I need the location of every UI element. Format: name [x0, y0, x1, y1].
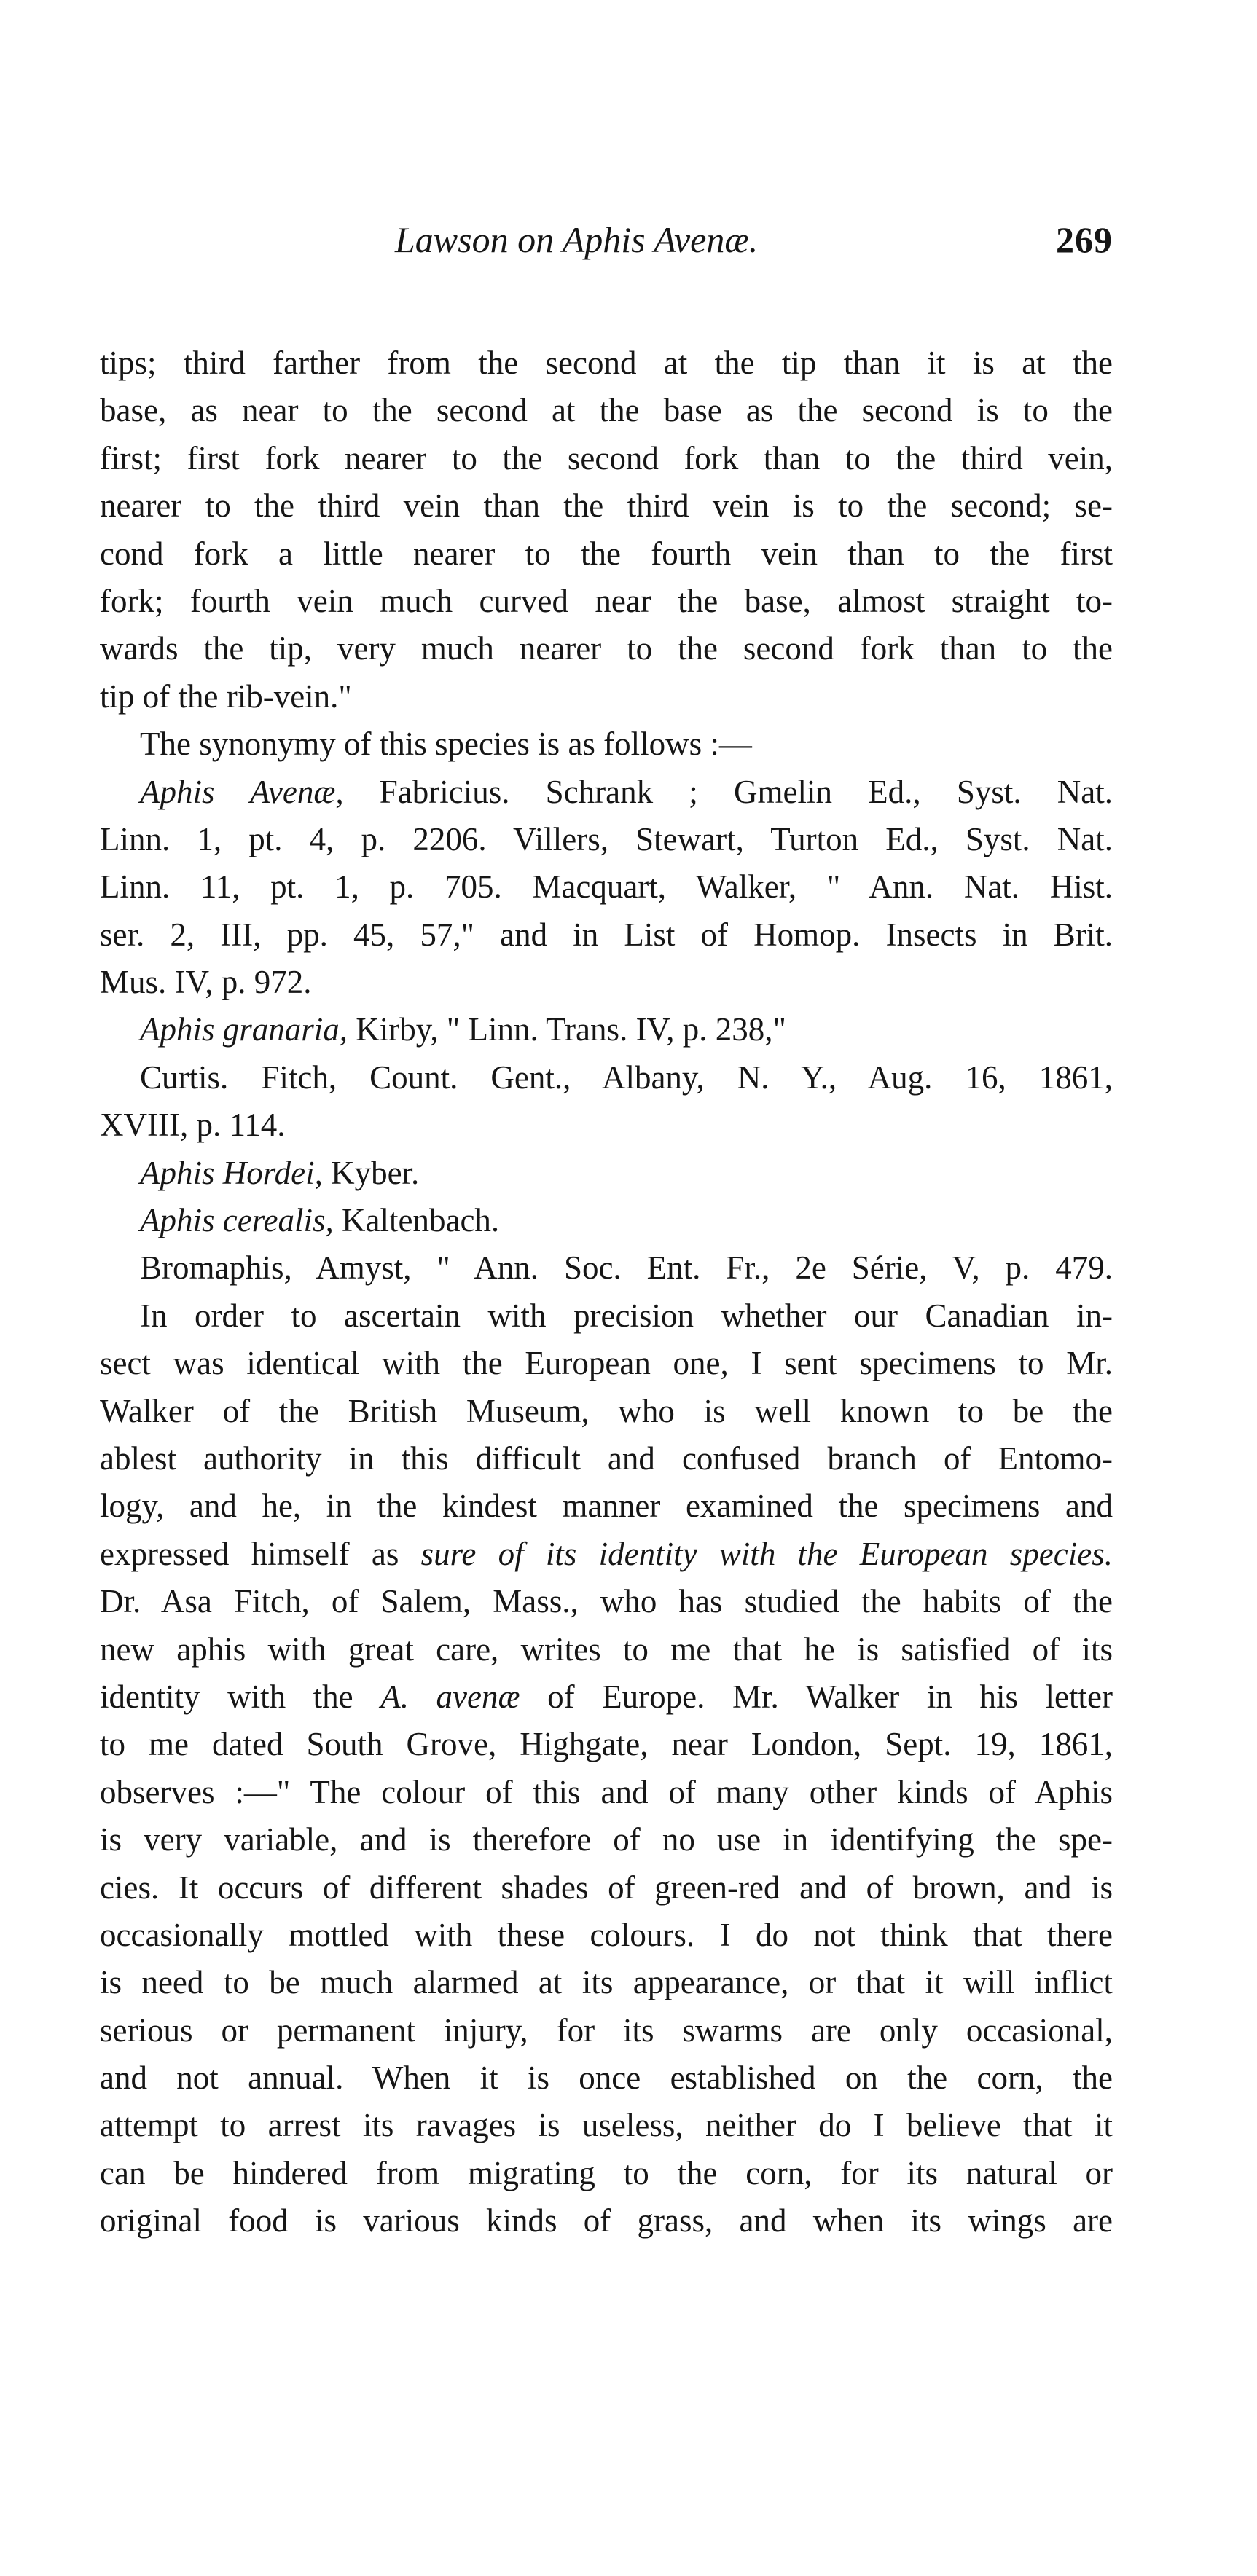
italic-text: Aphis Avenæ, [140, 773, 344, 810]
text-line [100, 1054, 1113, 1102]
book-page [100, 219, 1113, 2245]
text-line [100, 1578, 1113, 1625]
line-text: Linn. 1, pt. 4, p. 2206. Villers, Stewart, Turton Ed., Syst. Nat. [100, 820, 1113, 857]
line-text: ablest authority in this difficult and confused branch of Entomo- [100, 1440, 1113, 1477]
line-text: fork; fourth vein much curved near the base, almost straight to- [100, 582, 1113, 619]
text-line [100, 2102, 1113, 2149]
line-text: Kaltenbach. [333, 1202, 500, 1239]
text-line [100, 2007, 1113, 2054]
line-text: is very variable, and is therefore of no use in identifying the spe- [100, 1821, 1113, 1858]
line-text: wards the tip, very much nearer to the second fork than to the [100, 630, 1113, 667]
line-text: of Europe. Mr. Walker in his letter [520, 1678, 1113, 1715]
text-line [100, 769, 1113, 816]
text-line [100, 1769, 1113, 1816]
text-line [100, 1959, 1113, 2006]
text-line [100, 1531, 1113, 1578]
line-text: Mus. IV, p. 972. [100, 964, 312, 1001]
text-line [100, 2054, 1113, 2102]
line-text: base, as near to the second at the base as the second is to the [100, 392, 1113, 429]
text-line [100, 2150, 1113, 2197]
line-text: sect was identical with the European one, I sent specimens to Mr. [100, 1345, 1113, 1382]
text-line [100, 625, 1113, 672]
running-title: Lawson on Aphis Avenæ. [395, 219, 759, 260]
text-line [100, 1816, 1113, 1864]
italic-text: Aphis cerealis, [140, 1202, 334, 1239]
text-line [100, 1102, 1113, 1149]
line-text: XVIII, p. 114. [100, 1107, 286, 1144]
running-head [100, 219, 1113, 277]
text-line [100, 2197, 1113, 2245]
line-text: cies. It occurs of different shades of green-red and of brown, and is [100, 1869, 1113, 1906]
italic-text: Aphis Hordei, [140, 1154, 323, 1191]
text-line [100, 720, 1113, 768]
text-line [100, 1483, 1113, 1530]
text-line [100, 530, 1113, 578]
line-text: new aphis with great care, writes to me that he is satisfied of its [100, 1630, 1113, 1668]
line-text: is need to be much alarmed at its appearance, or that it will inflict [100, 1964, 1113, 2001]
text-line [100, 435, 1113, 482]
line-text: ser. 2, III, pp. 45, 57," and in List of Homop. Insects in Brit. [100, 916, 1113, 953]
line-text: nearer to the third vein than the third vein is to the second; se- [100, 487, 1113, 525]
line-text: tips; third farther from the second at the tip than it is at the [100, 345, 1113, 381]
line-text: attempt to arrest its ravages is useless, neither do I believe that it [100, 2107, 1113, 2144]
text-line [100, 1292, 1113, 1340]
line-text: Curtis. Fitch, Count. Gent., Albany, N. Y., Aug. 16, 1861, [140, 1059, 1113, 1096]
text-line [100, 959, 1113, 1006]
line-text: The synonymy of this species is as follows :— [140, 726, 752, 763]
line-text: Bromaphis, Amyst, " Ann. Soc. Ent. Fr., 2e Série, V, p. 479. [140, 1249, 1113, 1287]
text-line [100, 1340, 1113, 1387]
text-line [100, 1244, 1113, 1292]
text-line [100, 1912, 1113, 1959]
line-text: and not annual. When it is once established on the corn, the [100, 2059, 1113, 2097]
text-line [100, 863, 1113, 911]
line-text: observes :—" The colour of this and of many other kinds of Aphis [100, 1773, 1113, 1810]
text-line [100, 339, 1113, 387]
line-text: serious or permanent injury, for its swarms are only occasional, [100, 2011, 1113, 2049]
line-text: original food is various kinds of grass, and when its wings are [100, 2202, 1113, 2239]
italic-text: sure of its identity with the European species. [420, 1535, 1113, 1572]
text-line [100, 1197, 1113, 1244]
text-line [100, 1721, 1113, 1768]
line-text: can be hindered from migrating to the corn, for its natural or [100, 2154, 1113, 2191]
line-text: cond fork a little nearer to the fourth vein than to the first [100, 535, 1113, 572]
text-line [100, 1150, 1113, 1197]
body-text [100, 339, 1113, 2245]
text-line [100, 911, 1113, 959]
line-text: Kirby, " Linn. Trans. IV, p. 238," [348, 1011, 786, 1048]
line-text: logy, and he, in the kindest manner examined the specimens and [100, 1488, 1113, 1525]
line-text: tip of the rib-vein." [100, 678, 352, 715]
text-line [100, 816, 1113, 863]
line-text: Dr. Asa Fitch, of Salem, Mass., who has studied the habits of the [100, 1583, 1113, 1620]
line-text: Fabricius. Schrank ; Gmelin Ed., Syst. Nat. [343, 773, 1113, 810]
line-text: occasionally mottled with these colours. I do not think that there [100, 1916, 1113, 1953]
line-text: Linn. 11, pt. 1, p. 705. Macquart, Walker, " Ann. Nat. Hist. [100, 868, 1113, 906]
text-line [100, 1388, 1113, 1435]
line-text: expressed himself as [100, 1535, 421, 1572]
text-line [100, 387, 1113, 434]
text-line [100, 1864, 1113, 1912]
text-line [100, 1626, 1113, 1673]
text-line [100, 673, 1113, 720]
text-line [100, 1435, 1113, 1483]
text-line [100, 578, 1113, 625]
line-text: Walker of the British Museum, who is well known to be the [100, 1392, 1113, 1429]
line-text: Kyber. [322, 1154, 420, 1191]
text-line [100, 1673, 1113, 1721]
text-line [100, 1006, 1113, 1053]
line-text: to me dated South Grove, Highgate, near London, Sept. 19, 1861, [100, 1726, 1113, 1763]
page-number: 269 [1056, 219, 1113, 260]
line-text: In order to ascertain with precision whether our Canadian in- [140, 1297, 1113, 1334]
line-text: identity with the [100, 1678, 381, 1715]
text-line [100, 482, 1113, 530]
italic-text: Aphis granaria, [140, 1011, 348, 1048]
italic-text: A. avenæ [380, 1678, 520, 1715]
line-text: first; first fork nearer to the second fork than to the third vein, [100, 439, 1113, 476]
